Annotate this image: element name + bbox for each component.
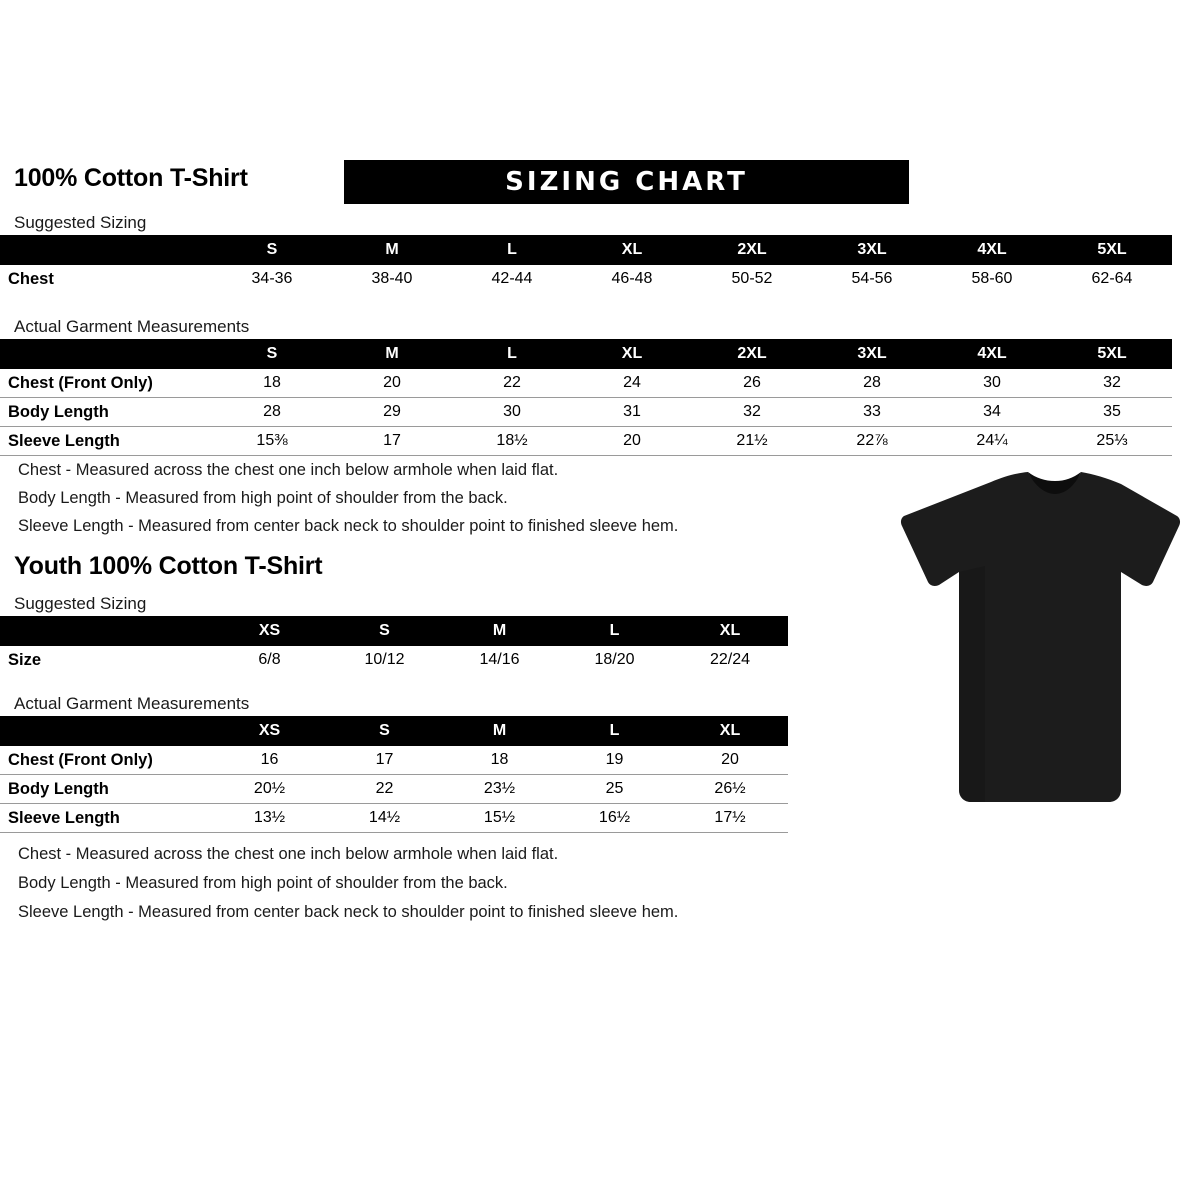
table-cell: 21½ xyxy=(692,427,812,456)
table-header-row xyxy=(0,716,788,746)
table-cell: 17 xyxy=(327,746,442,775)
table-cell: 22/24 xyxy=(709,651,751,668)
table-cell: 14½ xyxy=(327,804,442,833)
youth-suggested-sizing-label: Suggested Sizing xyxy=(14,594,147,613)
row-label: Chest (Front Only) xyxy=(0,746,212,775)
column-header-s: S xyxy=(327,716,442,746)
table-row xyxy=(0,398,1172,427)
column-header-m: M xyxy=(442,716,557,746)
row-label: Size xyxy=(8,650,42,669)
table-cell: 20 xyxy=(672,746,788,775)
adult-note-sleeve-length: Sleeve Length - Measured from center back neck to shoulder point to finished sleeve hem. xyxy=(18,517,679,535)
youth-suggested-sizing-table xyxy=(0,616,788,674)
column-header-s: S xyxy=(327,616,442,646)
row-label: Sleeve Length xyxy=(0,427,212,456)
table-row xyxy=(0,775,788,804)
column-header-5xl: 5XL xyxy=(1052,235,1172,265)
youth-note-chest: Chest - Measured across the chest one inch below armhole when laid flat. xyxy=(18,845,559,863)
table-cell: 35 xyxy=(1052,398,1172,427)
table-row xyxy=(0,746,788,775)
table-cell: 18 xyxy=(212,369,332,398)
table-cell: 15½ xyxy=(442,804,557,833)
table-cell: 14/16 xyxy=(479,651,520,668)
adult-actual-measurements-label: Actual Garment Measurements xyxy=(14,317,250,336)
youth-actual-measurements-table xyxy=(0,716,788,833)
table-cell: 13½ xyxy=(212,804,327,833)
table-cell: 32 xyxy=(692,398,812,427)
table-cell: 18 xyxy=(442,746,557,775)
table-cell: 30 xyxy=(932,369,1052,398)
sizing-chart-banner xyxy=(344,160,909,204)
adult-note-body-length: Body Length - Measured from high point of shoulder from the back. xyxy=(18,489,508,507)
column-header-2xl: 2XL xyxy=(692,339,812,369)
column-header-xl: XL xyxy=(572,339,692,369)
table-row xyxy=(0,804,788,833)
column-header-xs: XS xyxy=(212,716,327,746)
table-cell: 6/8 xyxy=(258,651,281,668)
table-cell: 20½ xyxy=(212,775,327,804)
table-cell: 30 xyxy=(452,398,572,427)
column-header-m: M xyxy=(332,339,452,369)
table-cell: 25⅓ xyxy=(1052,427,1172,456)
youth-note-body-length: Body Length - Measured from high point of shoulder from the back. xyxy=(18,874,508,892)
table-cell: 15⅜ xyxy=(212,427,332,456)
column-header-l: L xyxy=(452,339,572,369)
table-cell: 18/20 xyxy=(594,651,635,668)
table-cell: 23½ xyxy=(442,775,557,804)
table-cell: 17½ xyxy=(672,804,788,833)
adult-note-chest: Chest - Measured across the chest one inch below armhole when laid flat. xyxy=(18,461,559,479)
table-cell: 20 xyxy=(332,369,452,398)
column-header-xl: XL xyxy=(572,235,692,265)
column-header-3xl: 3XL xyxy=(812,235,932,265)
row-label: Body Length xyxy=(0,398,212,427)
youth-note-sleeve-length: Sleeve Length - Measured from center back neck to shoulder point to finished sleeve hem. xyxy=(18,903,679,921)
table-header-row xyxy=(0,339,1172,369)
column-header-blank xyxy=(0,616,212,646)
column-header-4xl: 4XL xyxy=(932,339,1052,369)
table-cell: 10/12 xyxy=(364,651,405,668)
youth-actual-measurements-label: Actual Garment Measurements xyxy=(14,694,250,713)
table-cell: 33 xyxy=(812,398,932,427)
table-cell: 42-44 xyxy=(491,270,533,287)
table-cell: 38-40 xyxy=(371,270,413,287)
row-label: Sleeve Length xyxy=(0,804,212,833)
table-cell: 46-48 xyxy=(611,270,653,287)
row-label: Body Length xyxy=(0,775,212,804)
table-cell: 58-60 xyxy=(971,270,1013,287)
row-label: Chest xyxy=(8,269,54,288)
adult-suggested-sizing-table xyxy=(0,235,1172,293)
table-cell: 54-56 xyxy=(851,270,893,287)
table-header-row xyxy=(0,235,1172,265)
column-header-4xl: 4XL xyxy=(932,235,1052,265)
tshirt-illustration-icon xyxy=(895,470,1185,815)
table-cell: 29 xyxy=(332,398,452,427)
table-row xyxy=(0,265,1172,293)
column-header-blank xyxy=(0,716,212,746)
header xyxy=(14,160,1186,206)
table-cell: 28 xyxy=(812,369,932,398)
youth-section-title: Youth 100% Cotton T-Shirt xyxy=(14,552,323,580)
table-cell: 18½ xyxy=(452,427,572,456)
column-header-s: S xyxy=(212,339,332,369)
table-header-row xyxy=(0,616,788,646)
table-row xyxy=(0,369,1172,398)
column-header-5xl: 5XL xyxy=(1052,339,1172,369)
table-cell: 22⅞ xyxy=(812,427,932,456)
column-header-2xl: 2XL xyxy=(692,235,812,265)
column-header-3xl: 3XL xyxy=(812,339,932,369)
table-cell: 22 xyxy=(452,369,572,398)
table-cell: 19 xyxy=(557,746,672,775)
table-cell: 28 xyxy=(212,398,332,427)
column-header-l: L xyxy=(557,716,672,746)
table-cell: 32 xyxy=(1052,369,1172,398)
table-cell: 24 xyxy=(572,369,692,398)
adult-actual-measurements-table xyxy=(0,339,1172,456)
column-header-blank xyxy=(0,235,212,265)
table-cell: 22 xyxy=(327,775,442,804)
row-label: Chest (Front Only) xyxy=(0,369,212,398)
table-cell: 25 xyxy=(557,775,672,804)
column-header-xs: XS xyxy=(212,616,327,646)
table-cell: 24¼ xyxy=(932,427,1052,456)
table-cell: 34 xyxy=(932,398,1052,427)
column-header-m: M xyxy=(332,235,452,265)
column-header-l: L xyxy=(557,616,672,646)
column-header-blank xyxy=(0,339,212,369)
sizing-chart-banner-label: SIZING CHART xyxy=(505,167,748,197)
table-cell: 50-52 xyxy=(731,270,773,287)
table-cell: 17 xyxy=(332,427,452,456)
table-row xyxy=(0,427,1172,456)
table-cell: 26½ xyxy=(672,775,788,804)
table-cell: 20 xyxy=(572,427,692,456)
adult-suggested-sizing-label: Suggested Sizing xyxy=(14,213,147,232)
table-row xyxy=(0,646,788,674)
tshirt-image xyxy=(895,470,1185,815)
column-header-l: L xyxy=(452,235,572,265)
table-cell: 16½ xyxy=(557,804,672,833)
table-cell: 31 xyxy=(572,398,692,427)
table-cell: 16 xyxy=(212,746,327,775)
table-cell: 26 xyxy=(692,369,812,398)
column-header-s: S xyxy=(212,235,332,265)
column-header-xl: XL xyxy=(672,616,788,646)
page-title: 100% Cotton T-Shirt xyxy=(14,164,248,192)
column-header-xl: XL xyxy=(672,716,788,746)
table-cell: 34-36 xyxy=(251,270,293,287)
column-header-m: M xyxy=(442,616,557,646)
table-cell: 62-64 xyxy=(1091,270,1133,287)
